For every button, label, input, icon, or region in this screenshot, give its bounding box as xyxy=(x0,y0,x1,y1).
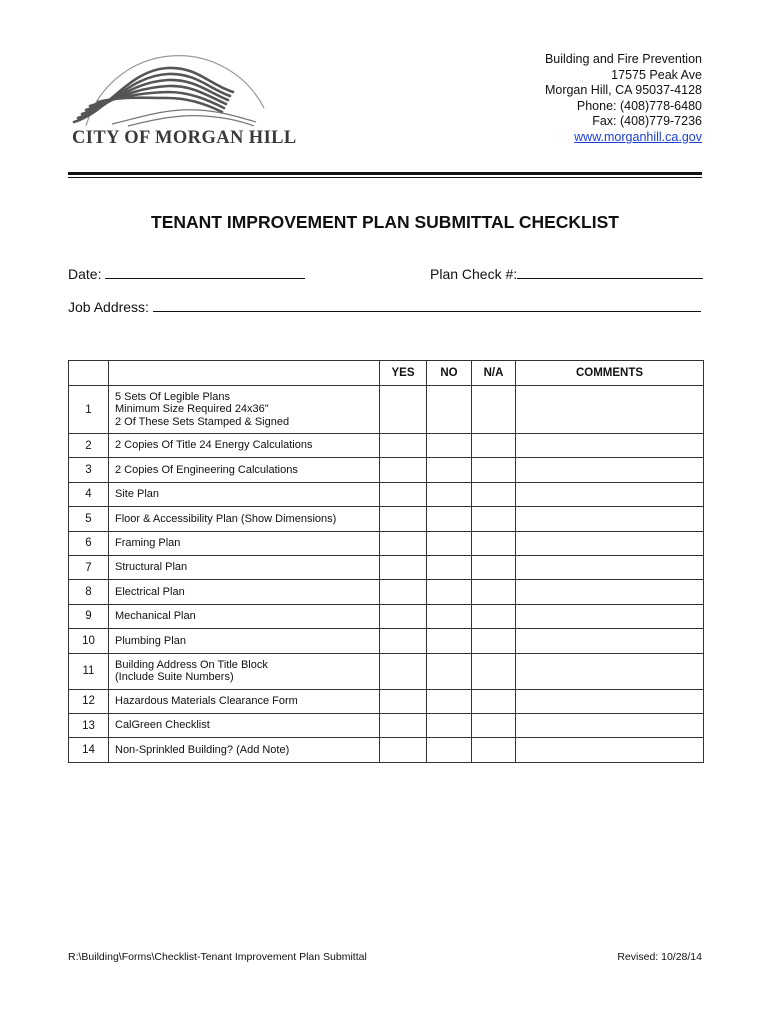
no-cell[interactable] xyxy=(427,434,472,458)
item-description-line: Framing Plan xyxy=(115,537,181,549)
job-address-label: Job Address: xyxy=(68,299,149,315)
item-number: 14 xyxy=(69,738,109,762)
city-logo xyxy=(68,52,297,152)
comments-cell[interactable] xyxy=(516,386,704,434)
yes-cell[interactable] xyxy=(380,689,427,713)
page-title: TENANT IMPROVEMENT PLAN SUBMITTAL CHECKLIST xyxy=(151,212,619,232)
na-cell[interactable] xyxy=(472,653,516,689)
yes-cell[interactable] xyxy=(380,386,427,434)
logo-text: CITY OF MORGAN HILL xyxy=(72,128,297,148)
plan-check-input-line[interactable] xyxy=(517,265,703,279)
item-number: 1 xyxy=(69,386,109,434)
comments-cell[interactable] xyxy=(516,689,704,713)
na-cell[interactable] xyxy=(472,482,516,506)
item-number: 11 xyxy=(69,653,109,689)
item-description-line: Non-Sprinkled Building? (Add Note) xyxy=(115,743,290,756)
table-row xyxy=(69,458,704,482)
website-link[interactable]: www.morganhill.ca.gov xyxy=(574,129,702,144)
na-cell[interactable] xyxy=(472,629,516,653)
na-cell[interactable] xyxy=(472,386,516,434)
yes-cell[interactable] xyxy=(380,604,427,628)
yes-cell[interactable] xyxy=(380,507,427,531)
item-number: 10 xyxy=(69,629,109,653)
item-number: 9 xyxy=(69,604,109,628)
city-hills-logo-icon xyxy=(68,52,278,130)
job-address-field xyxy=(68,298,701,315)
comments-cell[interactable] xyxy=(516,713,704,737)
job-address-input-line[interactable] xyxy=(153,298,701,312)
table-row xyxy=(69,629,704,653)
item-number: 8 xyxy=(69,580,109,604)
item-number: 3 xyxy=(69,458,109,482)
item-description xyxy=(109,507,380,531)
table-row xyxy=(69,653,704,689)
item-number: 5 xyxy=(69,507,109,531)
column-header-yes: YES xyxy=(380,361,427,386)
comments-cell[interactable] xyxy=(516,531,704,555)
item-description-line: Minimum Size Required 24x36" xyxy=(115,403,269,416)
item-description-line: (Include Suite Numbers) xyxy=(115,671,234,684)
item-description xyxy=(109,580,380,604)
header-divider-thin xyxy=(68,177,702,178)
street-address: 17575 Peak Ave xyxy=(611,67,702,82)
item-description xyxy=(109,629,380,653)
city-state-zip: Morgan Hill, CA 95037-4128 xyxy=(544,83,702,98)
na-cell[interactable] xyxy=(472,531,516,555)
table-row xyxy=(69,689,704,713)
department-name: Building and Fire Prevention xyxy=(544,52,702,66)
date-field xyxy=(68,265,305,282)
item-description-line: Floor & Accessibility Plan (Show Dimensions) xyxy=(115,512,337,525)
table-row xyxy=(69,482,704,506)
yes-cell[interactable] xyxy=(380,555,427,579)
footer-file-path: R:\Building\Forms\Checklist-Tenant Improvement Plan Submittal xyxy=(68,951,367,963)
item-description-line: CalGreen Checklist xyxy=(115,719,210,732)
column-header-na: N/A xyxy=(472,361,516,386)
table-row xyxy=(69,555,704,579)
item-description-line: Site Plan xyxy=(115,488,160,501)
item-description-line: Plumbing Plan xyxy=(115,634,186,647)
no-cell[interactable] xyxy=(427,458,472,482)
no-cell[interactable] xyxy=(427,689,472,713)
comments-cell[interactable] xyxy=(516,629,704,653)
no-cell[interactable] xyxy=(427,604,472,628)
na-cell[interactable] xyxy=(472,738,516,762)
no-cell[interactable] xyxy=(427,555,472,579)
header-divider-thick xyxy=(68,172,702,175)
comments-cell[interactable] xyxy=(516,458,704,482)
na-cell[interactable] xyxy=(472,713,516,737)
yes-cell[interactable] xyxy=(380,738,427,762)
no-cell[interactable] xyxy=(427,580,472,604)
item-description xyxy=(109,713,380,737)
na-cell[interactable] xyxy=(472,689,516,713)
table-row xyxy=(69,580,704,604)
comments-cell[interactable] xyxy=(516,482,704,506)
yes-cell[interactable] xyxy=(380,531,427,555)
date-input-line[interactable] xyxy=(105,265,305,279)
item-description-line: Hazardous Materials Clearance Form xyxy=(115,694,298,707)
item-description-line: Structural Plan xyxy=(115,561,188,574)
item-number: 6 xyxy=(69,531,109,555)
no-cell[interactable] xyxy=(427,531,472,555)
comments-cell[interactable] xyxy=(516,507,704,531)
no-cell[interactable] xyxy=(427,713,472,737)
item-description xyxy=(109,555,380,579)
item-description xyxy=(109,386,380,434)
yes-cell[interactable] xyxy=(380,580,427,604)
department-address xyxy=(545,52,702,146)
no-cell[interactable] xyxy=(427,653,472,689)
plan-check-field xyxy=(430,265,703,282)
table-row xyxy=(69,507,704,531)
item-description xyxy=(109,689,380,713)
table-row xyxy=(69,386,704,434)
checklist-table xyxy=(68,360,704,763)
no-cell[interactable] xyxy=(427,386,472,434)
item-description-line: 2 Copies Of Engineering Calculations xyxy=(115,463,298,476)
no-cell[interactable] xyxy=(427,738,472,762)
yes-cell[interactable] xyxy=(380,482,427,506)
comments-cell[interactable] xyxy=(516,434,704,458)
item-number: 7 xyxy=(69,555,109,579)
item-number: 13 xyxy=(69,713,109,737)
column-header-no: NO xyxy=(427,361,472,386)
yes-cell[interactable] xyxy=(380,713,427,737)
na-cell[interactable] xyxy=(472,604,516,628)
item-description xyxy=(109,531,380,555)
table-row xyxy=(69,434,704,458)
checklist-body xyxy=(69,386,704,763)
yes-cell[interactable] xyxy=(380,458,427,482)
item-description-line: 2 Copies Of Title 24 Energy Calculations xyxy=(115,439,313,452)
comments-cell[interactable] xyxy=(516,653,704,689)
item-description xyxy=(109,482,380,506)
yes-cell[interactable] xyxy=(380,653,427,689)
no-cell[interactable] xyxy=(427,507,472,531)
comments-cell[interactable] xyxy=(516,604,704,628)
item-description-line: 2 Of These Sets Stamped & Signed xyxy=(115,415,290,428)
item-number: 2 xyxy=(69,434,109,458)
no-cell[interactable] xyxy=(427,482,472,506)
table-row xyxy=(69,738,704,762)
item-description-line: Building Address On Title Block xyxy=(115,658,268,671)
item-number: 12 xyxy=(69,689,109,713)
item-description xyxy=(109,458,380,482)
plan-check-label: Plan Check #: xyxy=(430,266,518,282)
na-cell[interactable] xyxy=(472,507,516,531)
column-header-comments: COMMENTS xyxy=(516,361,704,386)
comments-cell[interactable] xyxy=(516,580,704,604)
item-number: 4 xyxy=(69,482,109,506)
item-description xyxy=(109,653,380,689)
na-cell[interactable] xyxy=(472,434,516,458)
yes-cell[interactable] xyxy=(380,434,427,458)
table-row xyxy=(69,604,704,628)
date-label: Date: xyxy=(68,266,102,282)
item-description xyxy=(109,738,380,762)
table-row xyxy=(69,531,704,555)
fax-number: Fax: (408)779-7236 xyxy=(592,114,702,129)
item-description-line: 5 Sets Of Legible Plans xyxy=(115,390,230,403)
table-header-row xyxy=(69,361,704,386)
yes-cell[interactable] xyxy=(380,629,427,653)
na-cell[interactable] xyxy=(472,458,516,482)
no-cell[interactable] xyxy=(427,629,472,653)
column-header-number xyxy=(69,361,109,386)
comments-cell[interactable] xyxy=(516,555,704,579)
footer-revised-date: Revised: 10/28/14 xyxy=(617,951,702,963)
na-cell[interactable] xyxy=(472,555,516,579)
item-description xyxy=(109,604,380,628)
item-description xyxy=(109,434,380,458)
item-description-line: Electrical Plan xyxy=(115,585,185,598)
column-header-item xyxy=(109,361,380,386)
item-description-line: Mechanical Plan xyxy=(115,610,196,623)
comments-cell[interactable] xyxy=(516,738,704,762)
na-cell[interactable] xyxy=(472,580,516,604)
phone-number: Phone: (408)778-6480 xyxy=(576,98,702,113)
table-row xyxy=(69,713,704,737)
